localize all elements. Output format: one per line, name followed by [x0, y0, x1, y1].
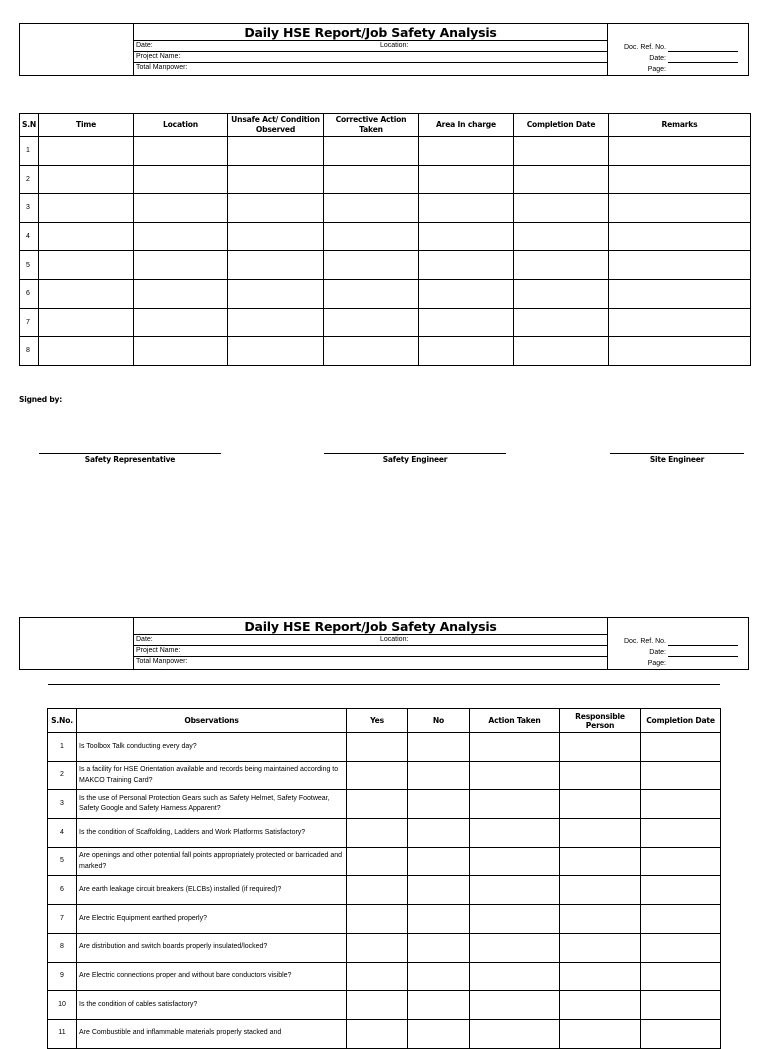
responsible-cell[interactable]	[560, 962, 641, 991]
cell[interactable]	[419, 337, 514, 366]
row-number: 5	[20, 251, 39, 280]
row-number: 8	[20, 337, 39, 366]
total-manpower-label: Total Manpower:	[136, 658, 188, 665]
yes-cell[interactable]	[347, 933, 408, 962]
col-location: Location	[134, 114, 228, 137]
action-cell[interactable]	[470, 819, 560, 848]
col-area-in-charge: Area In charge	[419, 114, 514, 137]
site-engineer-signature: Site Engineer	[610, 453, 744, 464]
action-cell[interactable]	[470, 933, 560, 962]
doc-info	[608, 24, 748, 75]
completion-cell[interactable]	[641, 847, 721, 876]
total-manpower-label: Total Manpower:	[136, 64, 188, 71]
no-cell[interactable]	[408, 847, 470, 876]
divider	[48, 684, 720, 685]
project-name-label: Project Name:	[136, 647, 181, 654]
report-title: Daily HSE Report/Job Safety Analysis	[134, 618, 607, 635]
cell[interactable]	[514, 251, 609, 280]
cell[interactable]	[134, 165, 228, 194]
action-cell[interactable]	[470, 905, 560, 934]
action-cell[interactable]	[470, 761, 560, 790]
logo-box	[20, 24, 134, 75]
no-cell[interactable]	[408, 733, 470, 762]
cell[interactable]	[514, 279, 609, 308]
cell[interactable]	[324, 137, 419, 166]
safety-representative-signature: Safety Representative	[39, 453, 221, 464]
completion-cell[interactable]	[641, 905, 721, 934]
table-row	[20, 279, 751, 308]
checklist-header-row	[48, 709, 721, 733]
no-cell[interactable]	[408, 933, 470, 962]
cell[interactable]	[134, 308, 228, 337]
row-number: 6	[20, 279, 39, 308]
no-cell[interactable]	[408, 819, 470, 848]
no-cell[interactable]	[408, 1019, 470, 1048]
table-row	[20, 137, 751, 166]
col-yes: Yes	[347, 709, 408, 733]
completion-cell[interactable]	[641, 876, 721, 905]
completion-cell[interactable]	[641, 991, 721, 1020]
cell[interactable]	[324, 222, 419, 251]
observation-text: Is the condition of cables satisfactory?	[77, 991, 347, 1020]
yes-cell[interactable]	[347, 733, 408, 762]
yes-cell[interactable]	[347, 819, 408, 848]
action-cell[interactable]	[470, 733, 560, 762]
col-no: No	[408, 709, 470, 733]
incident-table	[19, 113, 751, 366]
table-row	[20, 194, 751, 223]
doc-date-field[interactable]	[668, 62, 738, 63]
responsible-cell[interactable]	[560, 991, 641, 1020]
cell[interactable]	[514, 165, 609, 194]
table-row	[48, 733, 721, 762]
page-label: Page:	[647, 66, 666, 73]
cell[interactable]	[609, 308, 751, 337]
cell[interactable]	[39, 222, 134, 251]
cell[interactable]	[419, 251, 514, 280]
cell[interactable]	[324, 251, 419, 280]
table-row	[48, 1019, 721, 1048]
table-row	[48, 962, 721, 991]
row-number: 6	[48, 876, 77, 905]
observation-text: Are Combustible and inflammable materials properly stacked and	[77, 1019, 347, 1048]
cell[interactable]	[134, 279, 228, 308]
yes-cell[interactable]	[347, 991, 408, 1020]
table-row	[20, 165, 751, 194]
cell[interactable]	[419, 308, 514, 337]
col-completion-date: Completion Date	[514, 114, 609, 137]
row-number: 4	[48, 819, 77, 848]
doc-info	[608, 618, 748, 669]
yes-cell[interactable]	[347, 761, 408, 790]
cell[interactable]	[419, 222, 514, 251]
manpower-line	[134, 63, 607, 74]
cell[interactable]	[228, 251, 324, 280]
table-row	[20, 337, 751, 366]
row-number: 10	[48, 991, 77, 1020]
col-corrective-action: Corrective Action Taken	[324, 114, 419, 137]
no-cell[interactable]	[408, 962, 470, 991]
row-number: 1	[48, 733, 77, 762]
cell[interactable]	[228, 308, 324, 337]
signed-by-label: Signed by:	[19, 395, 63, 404]
report-header-2	[19, 617, 749, 670]
header-fields	[134, 618, 608, 669]
responsible-cell[interactable]	[560, 905, 641, 934]
date-line	[134, 635, 607, 646]
yes-cell[interactable]	[347, 1019, 408, 1048]
cell[interactable]	[39, 137, 134, 166]
doc-ref-field[interactable]	[668, 645, 738, 646]
cell[interactable]	[419, 194, 514, 223]
observation-text: Are distribution and switch boards properly insulated/locked?	[77, 933, 347, 962]
action-cell[interactable]	[470, 876, 560, 905]
table-row	[48, 819, 721, 848]
responsible-cell[interactable]	[560, 733, 641, 762]
cell[interactable]	[324, 308, 419, 337]
completion-cell[interactable]	[641, 962, 721, 991]
table-row	[20, 308, 751, 337]
cell[interactable]	[609, 279, 751, 308]
cell[interactable]	[514, 194, 609, 223]
manpower-line	[134, 657, 607, 668]
yes-cell[interactable]	[347, 790, 408, 819]
cell[interactable]	[134, 222, 228, 251]
doc-date-label: Date:	[649, 649, 666, 656]
row-number: 3	[20, 194, 39, 223]
action-cell[interactable]	[470, 847, 560, 876]
cell[interactable]	[609, 251, 751, 280]
row-number: 11	[48, 1019, 77, 1048]
logo-box	[20, 618, 134, 669]
col-sn: S.N	[20, 114, 39, 137]
completion-cell[interactable]	[641, 933, 721, 962]
cell[interactable]	[39, 308, 134, 337]
table-row	[20, 251, 751, 280]
action-cell[interactable]	[470, 962, 560, 991]
report-title: Daily HSE Report/Job Safety Analysis	[134, 24, 607, 41]
cell[interactable]	[39, 251, 134, 280]
no-cell[interactable]	[408, 790, 470, 819]
row-number: 1	[20, 137, 39, 166]
table-row	[48, 790, 721, 819]
date-label: Date:	[136, 42, 153, 49]
cell[interactable]	[39, 279, 134, 308]
col-unsafe-act: Unsafe Act/ Condition Observed	[228, 114, 324, 137]
project-line	[134, 646, 607, 657]
table-row	[48, 847, 721, 876]
cell[interactable]	[228, 137, 324, 166]
col-completion-date: Completion Date	[641, 709, 721, 733]
header-fields	[134, 24, 608, 75]
col-time: Time	[39, 114, 134, 137]
row-number: 7	[48, 905, 77, 934]
row-number: 8	[48, 933, 77, 962]
responsible-cell[interactable]	[560, 819, 641, 848]
cell[interactable]	[39, 337, 134, 366]
cell[interactable]	[134, 137, 228, 166]
no-cell[interactable]	[408, 905, 470, 934]
project-line	[134, 52, 607, 63]
row-number: 2	[20, 165, 39, 194]
completion-cell[interactable]	[641, 819, 721, 848]
cell[interactable]	[324, 194, 419, 223]
responsible-cell[interactable]	[560, 847, 641, 876]
table-row	[48, 933, 721, 962]
no-cell[interactable]	[408, 876, 470, 905]
col-observations: Observations	[77, 709, 347, 733]
col-sno: S.No.	[48, 709, 77, 733]
yes-cell[interactable]	[347, 876, 408, 905]
cell[interactable]	[514, 137, 609, 166]
col-remarks: Remarks	[609, 114, 751, 137]
row-number: 4	[20, 222, 39, 251]
table-row	[20, 222, 751, 251]
responsible-cell[interactable]	[560, 1019, 641, 1048]
row-number: 7	[20, 308, 39, 337]
location-label: Location:	[380, 42, 409, 49]
doc-ref-field[interactable]	[668, 51, 738, 52]
cell[interactable]	[609, 165, 751, 194]
cell[interactable]	[514, 337, 609, 366]
cell[interactable]	[324, 337, 419, 366]
date-line	[134, 41, 607, 52]
checklist-table	[47, 708, 721, 1049]
no-cell[interactable]	[408, 991, 470, 1020]
observation-text: Is the condition of Scaffolding, Ladders and Work Platforms Satisfactory?	[77, 819, 347, 848]
observation-text: Are Electric Equipment earthed properly?	[77, 905, 347, 934]
completion-cell[interactable]	[641, 790, 721, 819]
observation-text: Are openings and other potential fall points appropriately protected or barricaded and marked?	[77, 847, 347, 876]
cell[interactable]	[419, 279, 514, 308]
action-cell[interactable]	[470, 790, 560, 819]
row-number: 3	[48, 790, 77, 819]
cell[interactable]	[609, 137, 751, 166]
completion-cell[interactable]	[641, 733, 721, 762]
cell[interactable]	[514, 308, 609, 337]
cell[interactable]	[419, 165, 514, 194]
responsible-cell[interactable]	[560, 790, 641, 819]
completion-cell[interactable]	[641, 761, 721, 790]
cell[interactable]	[609, 337, 751, 366]
observation-text: Is the use of Personal Protection Gears such as Safety Helmet, Safety Footwear, Safety Google and Safety Harness Apparent?	[77, 790, 347, 819]
table-row	[48, 905, 721, 934]
observation-text: Is Toolbox Talk conducting every day?	[77, 733, 347, 762]
yes-cell[interactable]	[347, 905, 408, 934]
responsible-cell[interactable]	[560, 933, 641, 962]
action-cell[interactable]	[470, 1019, 560, 1048]
responsible-cell[interactable]	[560, 876, 641, 905]
cell[interactable]	[134, 337, 228, 366]
doc-ref-label: Doc. Ref. No.	[623, 638, 666, 645]
cell[interactable]	[134, 251, 228, 280]
yes-cell[interactable]	[347, 962, 408, 991]
report-header	[19, 23, 749, 76]
cell[interactable]	[228, 222, 324, 251]
cell[interactable]	[609, 194, 751, 223]
cell[interactable]	[419, 137, 514, 166]
cell[interactable]	[228, 279, 324, 308]
responsible-cell[interactable]	[560, 761, 641, 790]
action-cell[interactable]	[470, 991, 560, 1020]
date-label: Date:	[136, 636, 153, 643]
table-row	[48, 876, 721, 905]
incident-header-row	[20, 114, 751, 137]
no-cell[interactable]	[408, 761, 470, 790]
cell[interactable]	[324, 279, 419, 308]
doc-date-label: Date:	[649, 55, 666, 62]
safety-engineer-signature: Safety Engineer	[324, 453, 506, 464]
cell[interactable]	[228, 194, 324, 223]
cell[interactable]	[609, 222, 751, 251]
cell[interactable]	[39, 194, 134, 223]
table-row	[48, 761, 721, 790]
col-action-taken: Action Taken	[470, 709, 560, 733]
row-number: 5	[48, 847, 77, 876]
cell[interactable]	[39, 165, 134, 194]
cell[interactable]	[228, 165, 324, 194]
doc-date-field[interactable]	[668, 656, 738, 657]
observation-text: Is a facility for HSE Orientation available and records being maintained according to MAKCO Training Card?	[77, 761, 347, 790]
table-row	[48, 991, 721, 1020]
doc-ref-label: Doc. Ref. No.	[623, 44, 666, 51]
project-name-label: Project Name:	[136, 53, 181, 60]
row-number: 2	[48, 761, 77, 790]
completion-cell[interactable]	[641, 1019, 721, 1048]
col-responsible-person: Responsible Person	[560, 709, 641, 733]
row-number: 9	[48, 962, 77, 991]
observation-text: Are earth leakage circuit breakers (ELCBs) installed (if required)?	[77, 876, 347, 905]
cell[interactable]	[514, 222, 609, 251]
cell[interactable]	[228, 337, 324, 366]
cell[interactable]	[324, 165, 419, 194]
location-label: Location:	[380, 636, 409, 643]
page-label: Page:	[647, 660, 666, 667]
cell[interactable]	[134, 194, 228, 223]
observation-text: Are Electric connections proper and without bare conductors visible?	[77, 962, 347, 991]
yes-cell[interactable]	[347, 847, 408, 876]
